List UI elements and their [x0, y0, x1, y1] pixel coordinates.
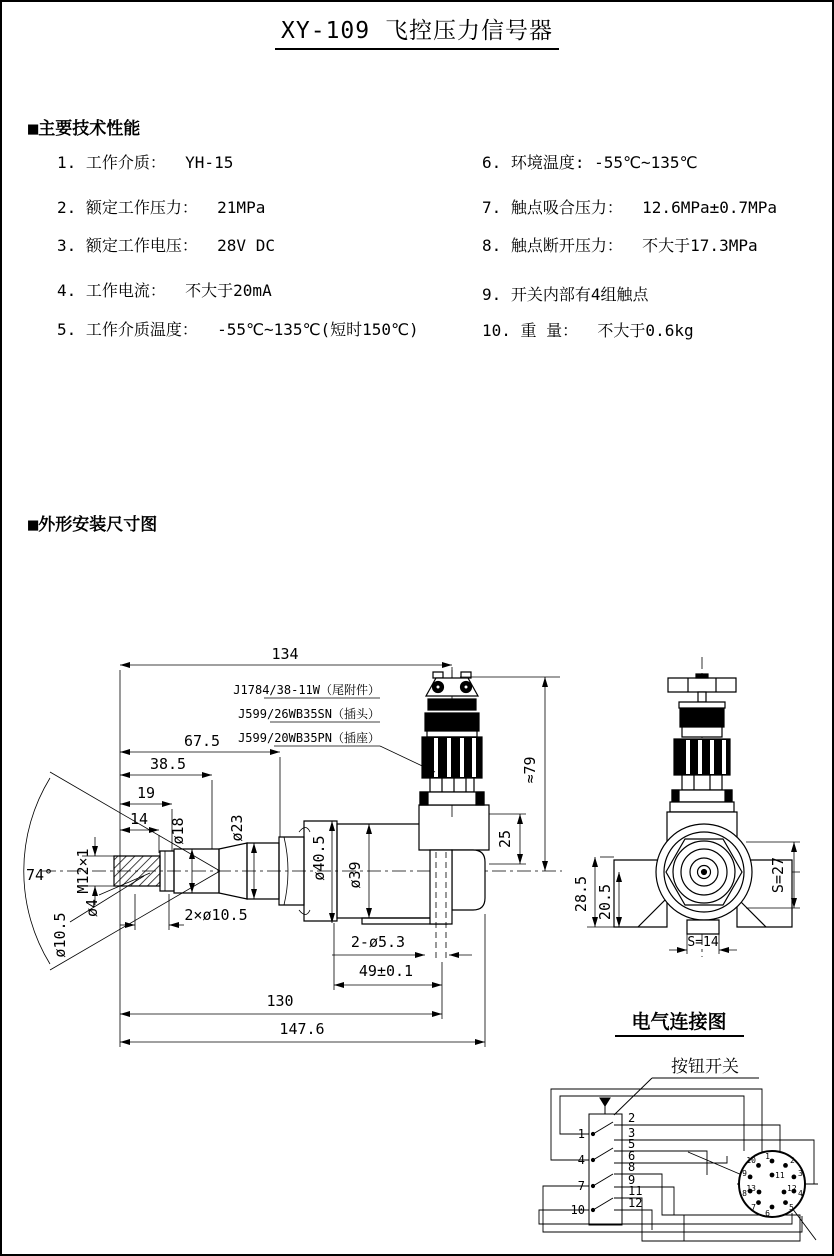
page-title — [2, 12, 832, 50]
electrical-connector-front — [420, 667, 484, 817]
push-button-switch-label: 按钮开关 — [671, 1057, 739, 1077]
callout-socket: J599/20WB35PN（插座） — [238, 731, 380, 745]
dim-67-5: 67.5 — [183, 732, 221, 750]
dim-m12x1: M12×1 — [74, 848, 92, 894]
dim-38-5: 38.5 — [149, 755, 187, 773]
dim-74deg: 74° — [26, 866, 54, 884]
dim-2xo10-5: 2×ø10.5 — [184, 906, 248, 924]
electrical-diagram-title: 电气连接图 — [631, 1011, 727, 1033]
dim-o10-5: ø10.5 — [51, 912, 69, 958]
section-header-dimensions: ■外形安装尺寸图 — [28, 515, 158, 535]
spec-line: 8. 触点断开压力： 不大于17.3MPa — [482, 236, 758, 255]
dim-20-5: 20.5 — [596, 883, 614, 921]
callout-tail-accessory: J1784/38-11W（尾附件） — [233, 683, 380, 697]
electrical-diagram — [539, 1010, 818, 1241]
dim-14: 14 — [129, 810, 149, 828]
side-view — [572, 657, 802, 957]
dim-130: 130 — [266, 992, 294, 1010]
page-title-text: XY-109 飞控压力信号器 — [275, 12, 559, 50]
dim-2-o5-3: 2-ø5.3 — [350, 933, 406, 951]
spec-line: 7. 触点吸合压力： 12.6MPa±0.7MPa — [482, 198, 778, 217]
connector-pin-label: 13 — [746, 1184, 756, 1193]
spec-line: 1. 工作介质： YH-15 — [57, 153, 234, 172]
switch-pin-label: 6 — [628, 1149, 636, 1163]
switch-pin-label: 7 — [577, 1179, 585, 1193]
connector-pin-label: 11 — [775, 1171, 785, 1180]
connector-pin-label: 12 — [787, 1184, 797, 1193]
switch-pin-label: 9 — [628, 1173, 636, 1187]
dim-147-6: 147.6 — [279, 1020, 325, 1038]
connector-pin-label: 2 — [790, 1156, 795, 1165]
dim-o40-5: ø40.5 — [310, 835, 328, 881]
connector-pin-label: 7 — [751, 1203, 756, 1212]
connector-pin-label: 4 — [798, 1189, 803, 1198]
round-connector-face — [739, 1151, 805, 1218]
spec-line: 10. 重 量： 不大于0.6kg — [482, 321, 694, 340]
dim-s14: S=14 — [687, 935, 719, 950]
connector-callouts — [233, 682, 380, 745]
dim-o23: ø23 — [228, 814, 246, 842]
spec-line: 3. 额定工作电压： 28V DC — [57, 236, 275, 255]
dim-19: 19 — [136, 784, 156, 802]
dimension-drawing — [2, 632, 834, 1256]
switch-pin-label: 10 — [570, 1203, 585, 1217]
connector-pin-label: 8 — [742, 1189, 747, 1198]
spec-line: 2. 额定工作压力： 21MPa — [57, 198, 266, 217]
switch-pin-label: 3 — [628, 1126, 636, 1140]
switch-pin-label: 11 — [628, 1184, 643, 1198]
callout-plug: J599/26WB35SN（插头） — [238, 707, 380, 721]
connector-pin-label: 1 — [765, 1152, 770, 1161]
ground-symbol — [600, 1098, 610, 1106]
connector-pin-label: 9 — [742, 1169, 747, 1178]
spec-line: 5. 工作介质温度： -55℃~135℃(短时150℃) — [57, 320, 419, 339]
dim-28-5: 28.5 — [572, 875, 590, 913]
dim-approx79: ≈79 — [521, 756, 539, 784]
switch-pin-label: 8 — [628, 1160, 636, 1174]
connector-pin-label: 5 — [789, 1203, 794, 1212]
spec-line: 9. 开关内部有4组触点 — [482, 285, 649, 304]
dim-25: 25 — [496, 829, 514, 849]
dim-134: 134 — [271, 645, 299, 663]
switch-pin-label: 2 — [628, 1111, 636, 1125]
connector-pin-label: 6 — [765, 1209, 770, 1218]
connector-pin-label: 3 — [798, 1169, 803, 1178]
thread-stub — [114, 856, 160, 886]
section-header-specs: ■主要技术性能 — [28, 119, 141, 139]
switch-pin-label: 12 — [628, 1196, 643, 1210]
connector-pin-label: 10 — [746, 1156, 756, 1165]
switch-pin-label: 5 — [628, 1137, 636, 1151]
dim-o18: ø18 — [169, 817, 187, 845]
switch-pin-label: 4 — [577, 1153, 585, 1167]
switch-pin-label: 1 — [577, 1127, 585, 1141]
dim-s27: S=27 — [769, 856, 787, 894]
dim-o4: ø4 — [83, 898, 101, 918]
spec-line: 4. 工作电流： 不大于20mA — [57, 281, 272, 300]
front-view — [24, 645, 562, 1047]
dim-49: 49±0.1 — [358, 962, 414, 980]
spec-line: 6. 环境温度: -55℃~135℃ — [482, 153, 698, 172]
dim-o39: ø39 — [346, 861, 364, 889]
